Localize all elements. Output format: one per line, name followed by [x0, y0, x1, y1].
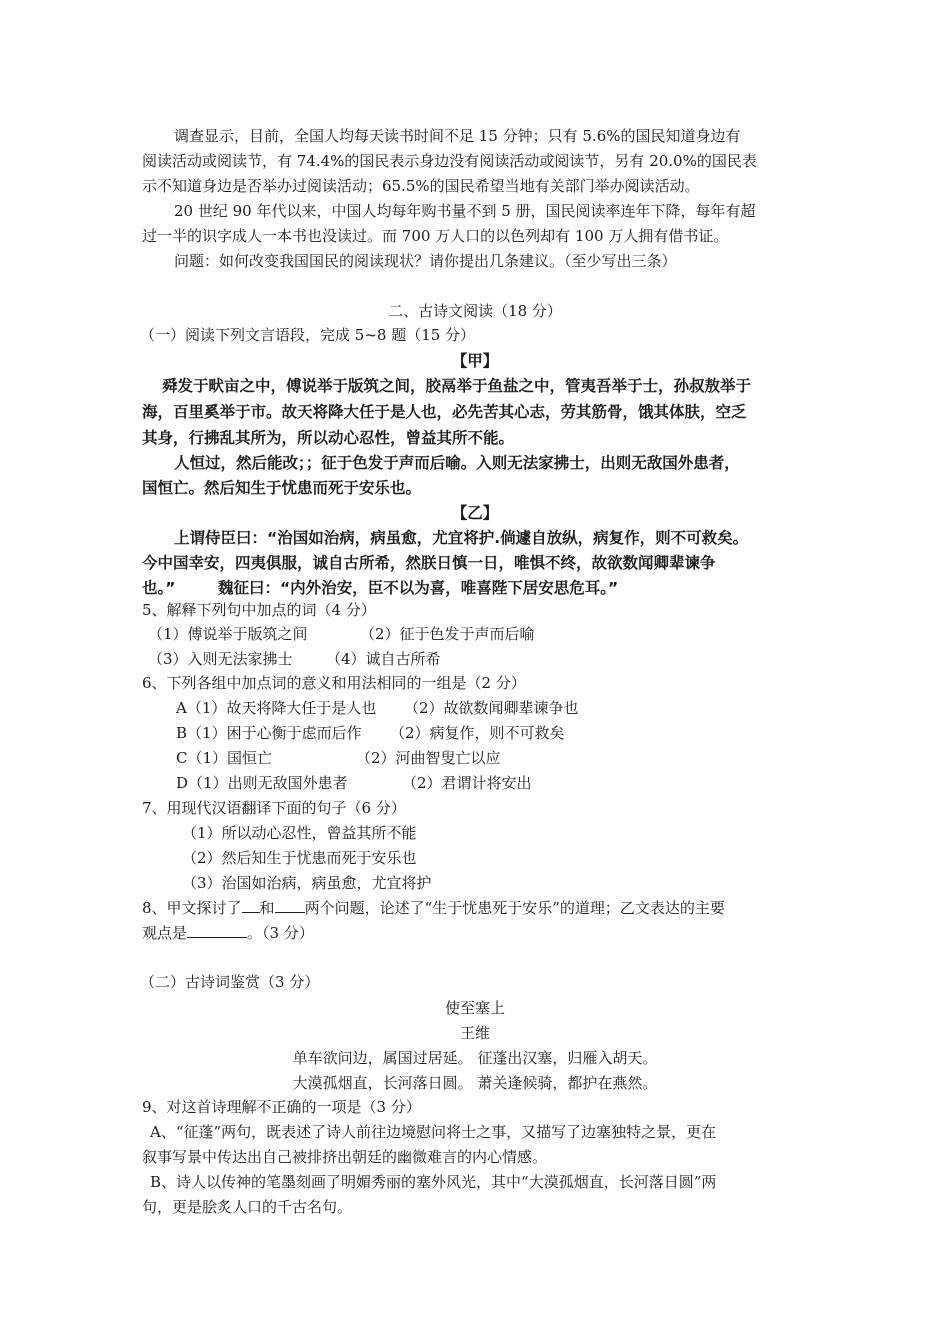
yi-line3-start: 也。” — [142, 579, 176, 597]
q6-option-d1: D（1）出则无敌国外患者 — [176, 774, 348, 792]
section-title: 二、古诗文阅读（18 分） — [388, 302, 562, 320]
q5-item1: （1）傅说举于版筑之间 — [148, 625, 308, 643]
survey-para1-line1: 调查显示，目前，全国人均每天读书时间不足 15 分钟；只有 5.6%的国民知道身边有 — [174, 127, 741, 145]
q8-blank-2[interactable] — [275, 898, 305, 913]
jia-line2: 海，百里奚举于市。故天将降大任于是人也，必先苦其心志，劳其筋骨，饿其体肤，空乏 — [142, 403, 747, 421]
q6-option-a2: （2）故欲数闻卿辈谏争也 — [404, 699, 579, 717]
poem-line2: 大漠孤烟直，长河落日圆。 萧关逢候骑，都护在燕然。 — [292, 1074, 658, 1092]
poem-title: 使至塞上 — [444, 999, 505, 1017]
jia-line4: 人恒过，然后能改；；征于色发于声而后喻。入则无法家拂士，出则无敌国外患者， — [174, 454, 740, 472]
q7-item3: （3）治国如治病，病虽愈，尤宜将护 — [182, 874, 432, 892]
q8-text-c: 两个问题，论述了“生于忧患死于安乐”的道理；乙文表达的主要 — [304, 899, 725, 917]
q8-blank-3[interactable] — [187, 923, 247, 938]
survey-para2-line2: 过一半的识字成人一本书也没读过。而 700 万人口的以色列却有 100 万人拥有借书证。 — [142, 227, 729, 245]
jia-line5: 国恒亡。然后知生于忧患而死于安乐也。 — [142, 479, 422, 497]
jia-line3: 其身，行拂乱其所为，所以动心忍性，曾益其所不能。 — [142, 429, 515, 447]
question-9: 9、对这首诗理解不正确的一项是（3 分） — [142, 1098, 421, 1116]
question-7: 7、用现代汉语翻译下面的句子（6 分） — [142, 799, 406, 817]
poem-line1: 单车欲问边，属国过居延。 征蓬出汉塞，归雁入胡天。 — [292, 1049, 658, 1067]
q9-option-a-line2: 叙事写景中传达出自己被排挤出朝廷的幽微难言的内心情感。 — [142, 1148, 548, 1166]
q5-item2: （2）征于色发于声而后喻 — [360, 625, 535, 643]
part1-heading: （一）阅读下列文言语段，完成 5~8 题（15 分） — [140, 326, 476, 344]
question-8-line2 — [142, 921, 314, 945]
q9-option-a-line1: A、“征蓬”两句，既表述了诗人前往边境慰问将士之事，又描写了边塞独特之景，更在 — [150, 1123, 717, 1141]
q6-option-b2: （2）病复作，则不可救矣 — [390, 724, 565, 742]
question-6: 6、下列各组中加点词的意义和用法相同的一组是（2 分） — [142, 674, 526, 692]
q5-item4: （4）诚自古所希 — [326, 650, 441, 668]
poem-heading: （二）古诗词鉴赏（3 分） — [140, 973, 320, 991]
q8-text-d: 观点是 — [142, 924, 188, 942]
q8-text-a: 8、甲文探讨了 — [142, 899, 242, 917]
jia-line1: 舜发于畎亩之中，傅说举于版筑之间，胶鬲举于鱼盐之中，管夷吾举于士，孙叔敖举于 — [162, 377, 752, 395]
q7-item1: （1）所以动心忍性，曾益其所不能 — [182, 824, 417, 842]
q5-item3: （3）入则无法家拂士 — [148, 650, 293, 668]
q6-option-a1: A（1）故天将降大任于是人也 — [176, 699, 377, 717]
question-5: 5、解释下列句中加点的词（4 分） — [142, 601, 376, 619]
survey-para1-line3: 示不知道身边是否举办过阅读活动；65.5%的国民希望当地有关部门举办阅读活动。 — [142, 177, 700, 195]
q9-option-b-line1: B、诗人以传神的笔墨刻画了明媚秀丽的塞外风光，其中“大漠孤烟直，长河落日圆”两 — [150, 1173, 717, 1191]
survey-para1-line2: 阅读活动或阅读节，有 74.4%的国民表示身边没有阅读活动或阅读节，另有 20.0%的国民表 — [142, 152, 757, 170]
yi-line1: 上谓侍臣曰：“治国如治病，病虽愈，尤宜将护.倘遽自放纵，病复作，则不可救矣。 — [174, 529, 749, 547]
q6-option-b1: B（1）困于心衡于虑而后作 — [176, 724, 362, 742]
q6-option-c2: （2）河曲智叟亡以应 — [356, 749, 501, 767]
q8-text-b: 和 — [259, 899, 275, 917]
yi-line3-wei-zheng: 魏征曰：“内外治安，臣不以为喜，唯喜陛下居安思危耳。” — [218, 579, 619, 597]
yi-line2: 今中国幸安，四夷俱服，诚自古所希，然朕日慎一日，唯惧不终，故欲数闻卿辈谏争 — [142, 554, 716, 572]
q6-option-c1: C（1）国恒亡 — [176, 749, 273, 767]
question-8-line1 — [142, 896, 725, 920]
q9-option-b-line2: 句，更是脍炙人口的千古名句。 — [142, 1198, 353, 1216]
survey-para2-line1: 20 世纪 90 年代以来，中国人均每年购书量不到 5 册，国民阅读率连年下降，每年有超 — [174, 202, 756, 220]
yi-title: 【乙】 — [451, 504, 499, 522]
q7-item2: （2）然后知生于忧患而死于安乐也 — [182, 849, 417, 867]
poem-author: 王维 — [459, 1024, 490, 1042]
survey-question: 问题：如何改变我国国民的阅读现状？请你提出几条建议。（至少写出三条） — [174, 252, 677, 270]
jia-title: 【甲】 — [451, 352, 499, 370]
q8-text-e: 。（3 分） — [247, 924, 314, 942]
q6-option-d2: （2）君谓计将安出 — [402, 774, 532, 792]
q8-blank-1[interactable] — [242, 898, 260, 913]
